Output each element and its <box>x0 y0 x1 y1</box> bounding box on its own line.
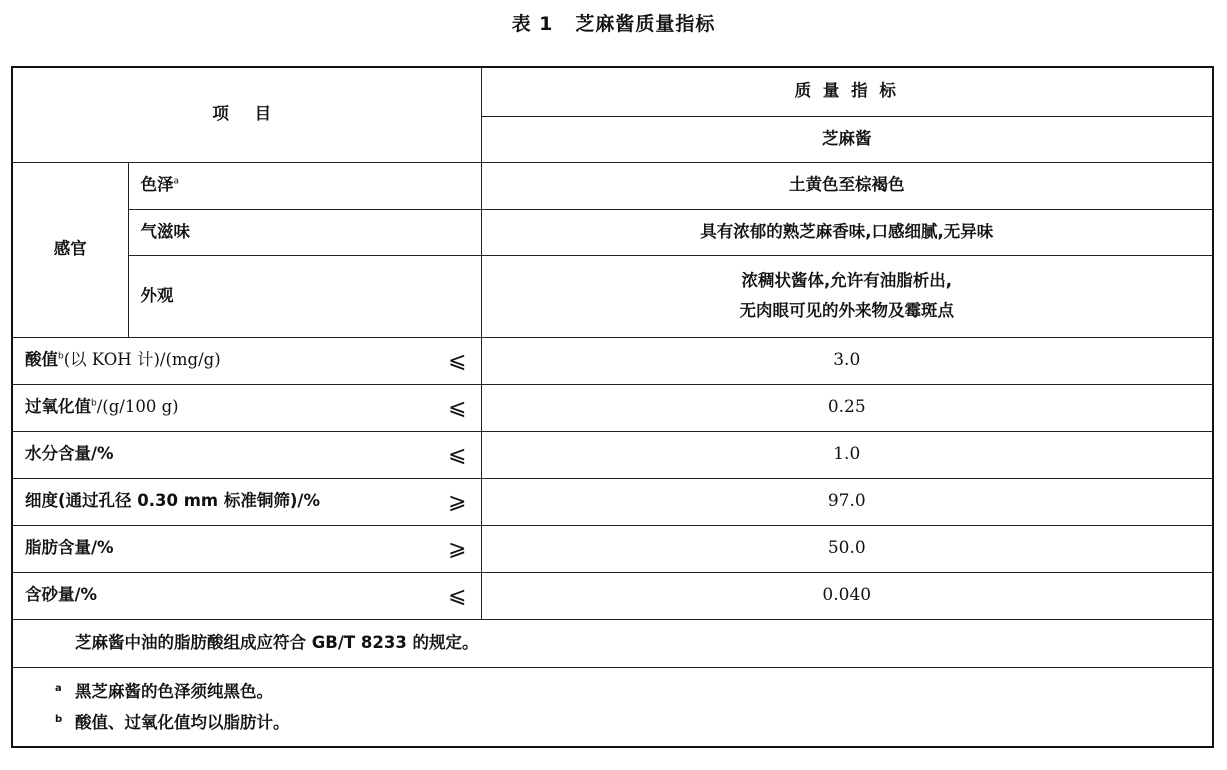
sensory-item-color: 色泽$^a$ <box>128 162 481 209</box>
footnotes <box>12 667 1213 747</box>
sensory-value-appearance <box>481 255 1213 337</box>
sensory-item-flavor: 气滋味 <box>128 209 481 255</box>
greater-equal-icon: ⩾ <box>448 488 467 514</box>
sensory-item-appearance: 外观 <box>128 255 481 337</box>
quality-spec-table <box>11 66 1214 748</box>
product-header: 芝麻酱 <box>481 116 1213 162</box>
sensory-value-flavor: 具有浓郁的熟芝麻香味,口感细腻,无异味 <box>481 209 1213 255</box>
header-row-1 <box>12 67 1213 116</box>
item-row-fat <box>12 525 1213 572</box>
sensory-row <box>12 209 1213 255</box>
less-equal-icon: ⩽ <box>448 582 467 608</box>
item-value: 50.0 <box>481 525 1213 572</box>
item-label: 过氧化值$^b$/(g/100 g) ⩽ <box>12 384 481 431</box>
footnotes-row <box>12 667 1213 747</box>
item-value: 3.0 <box>481 337 1213 384</box>
sensory-group-label: 感官 <box>12 162 128 337</box>
less-equal-icon: ⩽ <box>448 347 467 373</box>
appearance-line-1: 浓稠状酱体,允许有油脂析出, <box>741 271 953 290</box>
fatty-acid-note: 芝麻酱中油的脂肪酸组成应符合 GB/T 8233 的规定。 <box>12 619 1213 667</box>
item-row-moisture <box>12 431 1213 478</box>
item-row-acid-value <box>12 337 1213 384</box>
sensory-value-color: 土黄色至棕褐色 <box>481 162 1213 209</box>
table-caption: 芝麻酱质量指标 <box>575 13 716 35</box>
item-label: 脂肪含量/% ⩾ <box>12 525 481 572</box>
footnote-a: a 黑芝麻酱的色泽须纯黑色。 <box>55 681 273 701</box>
item-row-fineness <box>12 478 1213 525</box>
sensory-row <box>12 255 1213 337</box>
item-value: 1.0 <box>481 431 1213 478</box>
less-equal-icon: ⩽ <box>448 394 467 420</box>
item-header: 项 目 <box>12 67 481 162</box>
table-title <box>0 9 1227 36</box>
item-label: 酸值$^b$(以 KOH 计)/(mg/g) ⩽ <box>12 337 481 384</box>
sensory-row <box>12 162 1213 209</box>
less-equal-icon: ⩽ <box>448 441 467 467</box>
item-row-sand <box>12 572 1213 619</box>
table-number: 表 1 <box>511 13 554 35</box>
item-row-peroxide <box>12 384 1213 431</box>
greater-equal-icon: ⩾ <box>448 535 467 561</box>
footer-row <box>12 619 1213 667</box>
item-label: 细度(通过孔径 0.30 mm 标准铜筛)/% ⩾ <box>12 478 481 525</box>
quality-header: 质 量 指 标 <box>481 67 1213 116</box>
appearance-line-2: 无肉眼可见的外来物及霉斑点 <box>739 301 954 320</box>
item-value: 97.0 <box>481 478 1213 525</box>
item-label: 含砂量/% ⩽ <box>12 572 481 619</box>
item-value: 0.25 <box>481 384 1213 431</box>
item-label: 水分含量/% ⩽ <box>12 431 481 478</box>
item-value: 0.040 <box>481 572 1213 619</box>
footnote-b: b 酸值、过氧化值均以脂肪计。 <box>55 712 290 732</box>
